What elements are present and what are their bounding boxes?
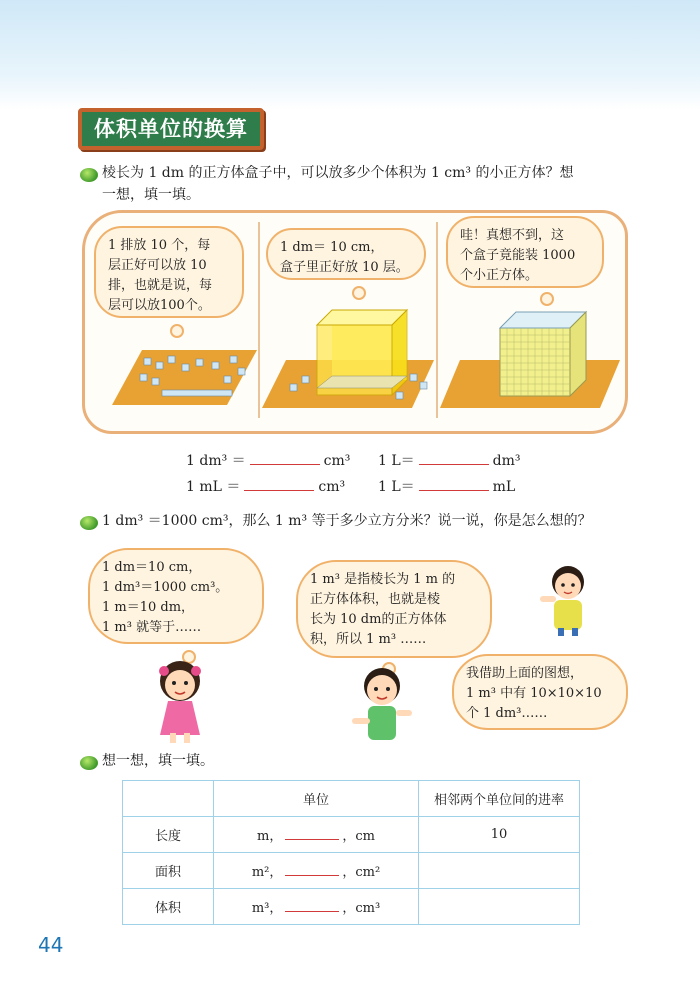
table-row — [123, 889, 580, 925]
answer-blank[interactable] — [285, 899, 339, 912]
bubble-6-line: 1 m³ 中有 10×10×10 — [466, 686, 602, 701]
answer-blank[interactable] — [419, 450, 489, 465]
bubble-5-line: 长为 10 dm的正方体体 — [310, 612, 447, 627]
bubble-4-line: 1 dm＝10 cm， — [102, 560, 202, 575]
boy-2-character-illustration — [538, 562, 590, 638]
table-header-row — [123, 781, 580, 817]
bubble-1-line: 1 排放 10 个，每 — [108, 238, 211, 253]
rate-cell[interactable]: 10 — [419, 817, 580, 853]
section-title: 体积单位的换算 — [94, 117, 248, 141]
equation-unit: mL — [492, 479, 516, 495]
table-header-cell: 单位 — [214, 781, 419, 817]
bubble-6-line: 我借助上面的图想， — [466, 666, 584, 681]
bubble-tail — [170, 324, 184, 338]
unit-text: m²， — [251, 865, 283, 880]
rate-cell[interactable] — [419, 853, 580, 889]
equation-unit: cm³ — [318, 479, 346, 495]
table-header-cell: 相邻两个单位间的进率 — [419, 781, 580, 817]
question-1-line1: 棱长为 1 dm 的正方体盒子中，可以放多少个体积为 1 cm³ 的小正方体？想 — [102, 165, 574, 181]
equation-text: 1 L＝ — [378, 479, 415, 495]
cubes-on-floor-illustration — [112, 350, 257, 410]
equation-2-right — [378, 476, 515, 496]
answer-blank[interactable] — [285, 863, 339, 876]
unit-text: ，cm³ — [342, 901, 381, 916]
thought-bubble-6 — [452, 654, 628, 730]
bubble-1-line: 层正好可以放 10 — [108, 258, 207, 273]
bubble-1-line: 排，也就是说，每 — [108, 278, 213, 293]
equation-text: 1 dm³ ＝ — [186, 453, 246, 469]
bubble-4-line: 1 m＝10 dm， — [102, 600, 195, 615]
table-row — [123, 817, 580, 853]
unit-conversion-table — [122, 780, 580, 925]
row-label: 面积 — [123, 853, 214, 889]
bubble-3-line: 个盒子竟能装 1000 — [460, 248, 576, 263]
bubble-5-line: 1 m³ 是指棱长为 1 m 的 — [310, 572, 456, 587]
bullet-icon — [80, 168, 98, 182]
answer-blank[interactable] — [250, 450, 320, 465]
rate-cell[interactable] — [419, 889, 580, 925]
bubble-3-line: 个小正方体。 — [460, 268, 539, 283]
thought-bubble-3 — [446, 216, 604, 288]
header-band — [0, 0, 700, 110]
boy-character-illustration — [348, 662, 418, 744]
bullet-icon — [80, 516, 98, 530]
units-cell — [214, 817, 419, 853]
equation-unit: dm³ — [492, 453, 521, 469]
answer-blank[interactable] — [244, 476, 314, 491]
thought-bubble-4 — [88, 548, 264, 644]
unit-text: m³， — [251, 901, 283, 916]
panel-divider — [436, 222, 438, 418]
equation-text: 1 L＝ — [378, 453, 415, 469]
panel-divider — [258, 222, 260, 418]
box-with-cube-layer-illustration — [262, 300, 434, 410]
question-3: 想一想，填一填。 — [102, 753, 214, 769]
unit-text: ，cm — [342, 829, 375, 844]
bubble-5-line: 正方体体积，也就是棱 — [310, 592, 441, 607]
row-label: 体积 — [123, 889, 214, 925]
bubble-tail — [352, 286, 366, 300]
bubble-3-line: 哇！真想不到，这 — [460, 228, 565, 243]
bullet-icon — [80, 756, 98, 770]
table-header-cell — [123, 781, 214, 817]
equation-text: 1 mL ＝ — [186, 479, 241, 495]
bubble-4-line: 1 m³ 就等于…… — [102, 620, 202, 635]
equation-2-left — [186, 476, 345, 496]
question-1-line2: 一想，填一填。 — [102, 187, 200, 203]
section-title-board — [78, 108, 264, 150]
bubble-2-line: 1 dm＝ 10 cm， — [280, 240, 384, 255]
answer-blank[interactable] — [419, 476, 489, 491]
page-number: 44 — [38, 933, 64, 957]
units-cell — [214, 853, 419, 889]
row-label: 长度 — [123, 817, 214, 853]
girl-character-illustration — [150, 655, 210, 745]
bubble-1-line: 层可以放100个。 — [108, 298, 211, 313]
thought-bubble-5 — [296, 560, 492, 658]
bubble-6-line: 个 1 dm³…… — [466, 706, 548, 721]
unit-text: m， — [257, 829, 283, 844]
bubble-4-line: 1 dm³＝1000 cm³。 — [102, 580, 229, 595]
question-2: 1 dm³ ＝1000 cm³，那么 1 m³ 等于多少立方分米？说一说，你是怎么想的？ — [102, 513, 592, 529]
equation-1-left — [186, 450, 350, 470]
equation-unit: cm³ — [323, 453, 351, 469]
answer-blank[interactable] — [285, 827, 339, 840]
thought-bubble-2 — [266, 228, 426, 280]
equation-1-right — [378, 450, 521, 470]
thought-bubble-1 — [94, 226, 244, 318]
table-row — [123, 853, 580, 889]
units-cell — [214, 889, 419, 925]
unit-text: ，cm² — [342, 865, 381, 880]
bubble-5-line: 积，所以 1 m³ …… — [310, 632, 427, 647]
full-cube-illustration — [440, 300, 620, 410]
bubble-2-line: 盒子里正好放 10 层。 — [280, 260, 409, 275]
